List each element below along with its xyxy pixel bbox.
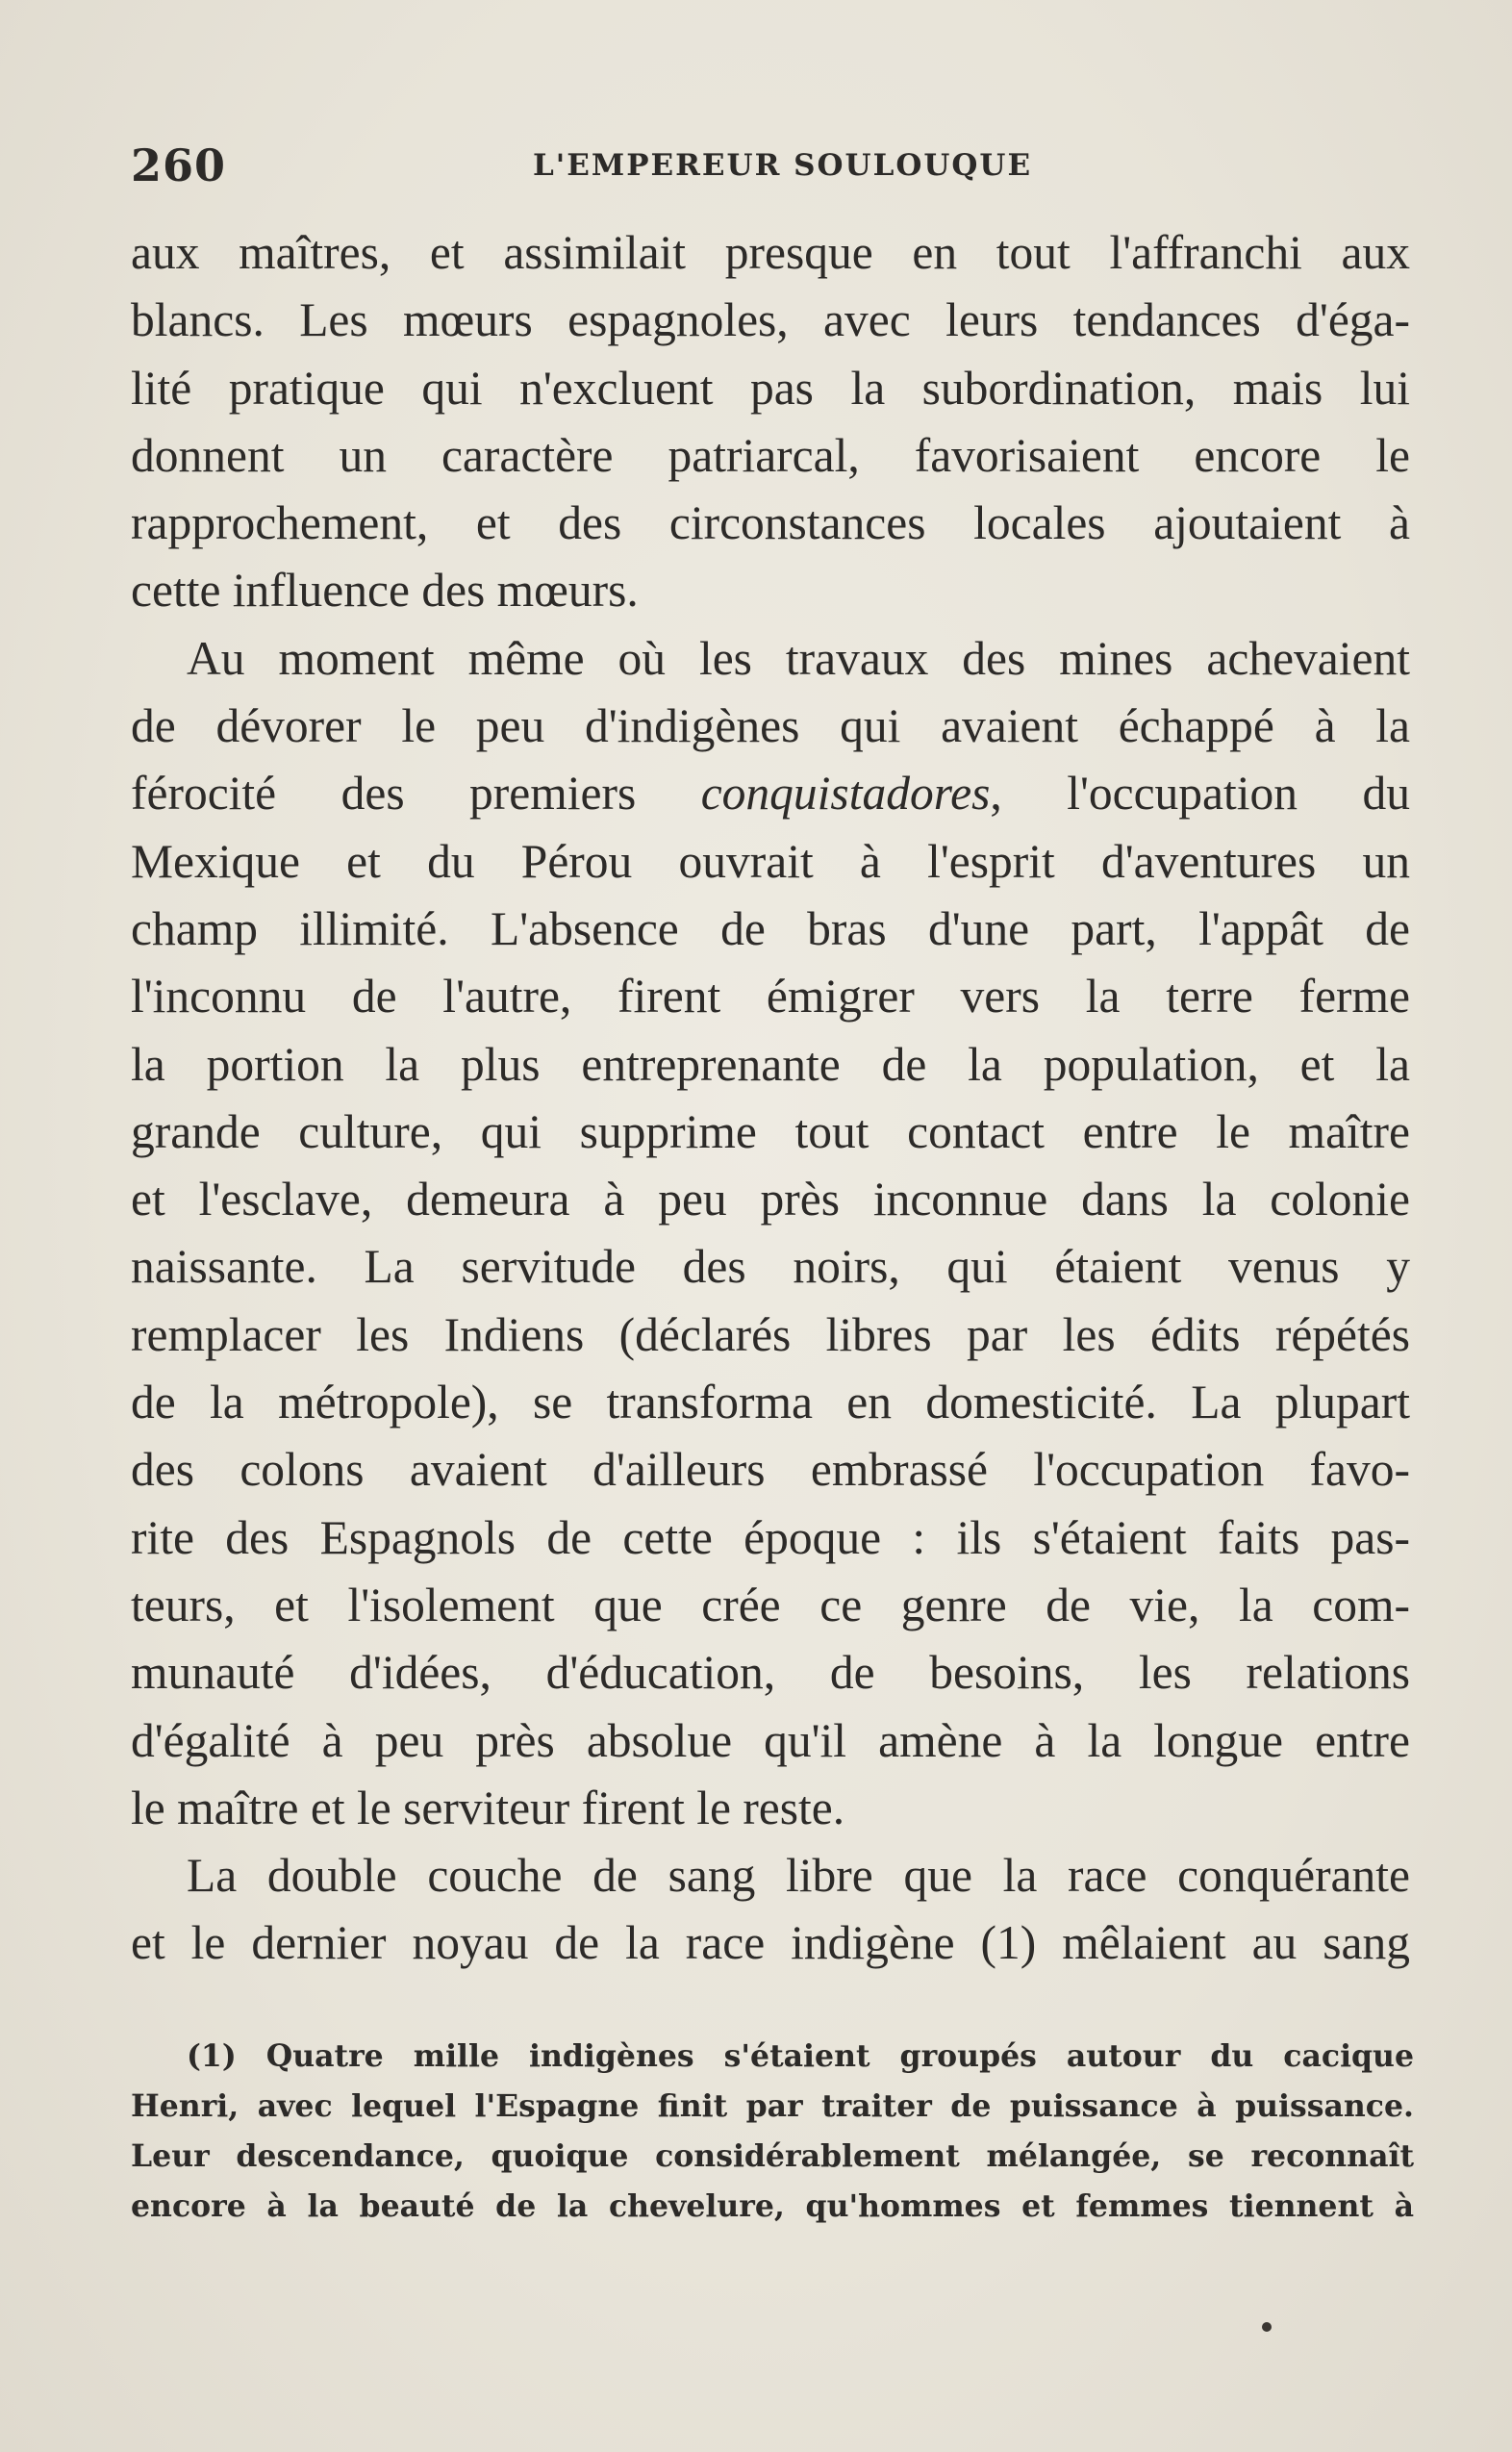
text-line: aux maîtres, et assimilait presque en tout l'affranchi aux <box>131 226 1410 279</box>
text-line: l'inconnu de l'autre, firent émigrer vers la terre ferme <box>131 970 1410 1024</box>
text-line: et le dernier noyau de la race indigène (1) mêlaient au sang <box>131 1916 1410 1970</box>
text-line: donnent un caractère patriarcal, favorisaient encore le <box>131 428 1410 482</box>
footnote-line: encore à la beauté de la chevelure, qu'hommes et femmes tiennent à <box>131 2188 1414 2224</box>
text-line: remplacer les Indiens (déclarés libres par les édits répétés <box>131 1307 1410 1361</box>
page-header <box>131 137 1410 194</box>
text-line: munauté d'idées, d'éducation, de besoins, les relations <box>131 1646 1410 1700</box>
text-line: de la métropole), se transforma en domesticité. La plupart <box>131 1376 1410 1429</box>
text-line: champ illimité. L'absence de bras d'une part, l'appât de <box>131 901 1410 955</box>
text-line: Au moment même où les travaux des mines achevaient <box>187 631 1410 685</box>
footnote-line: Henri, avec lequel l'Espagne finit par traiter de puissance à puissance. <box>131 2088 1414 2124</box>
text-line: La double couche de sang libre que la race conquérante <box>187 1849 1410 1903</box>
text-line: Mexique et du Pérou ouvrait à l'esprit d'aventures un <box>131 834 1410 888</box>
text-line: rite des Espagnols de cette époque : ils s'étaient faits pas- <box>131 1510 1410 1564</box>
text-line: blancs. Les mœurs espagnoles, avec leurs tendances d'éga- <box>131 293 1410 347</box>
text-line: cette influence des mœurs. <box>131 564 639 618</box>
text-line: lité pratique qui n'excluent pas la subordination, mais lui <box>131 361 1410 415</box>
text-line-with-italic: férocité des premiers conquistadores, l'occupation du <box>131 767 1411 821</box>
text-line: naissante. La servitude des noirs, qui étaient venus y <box>131 1240 1410 1294</box>
page-number: 260 <box>131 139 227 191</box>
text-line: la portion la plus entreprenante de la population, et la <box>131 1037 1410 1091</box>
footnote-line: (1) Quatre mille indigènes s'étaient groupés autour du cacique <box>187 2038 1414 2074</box>
running-title: L'EMPEREUR SOULOUQUE <box>533 148 1033 183</box>
text-line: grande culture, qui supprime tout contact entre le maître <box>131 1104 1410 1158</box>
ink-speck <box>1262 2322 1272 2332</box>
text-line: teurs, et l'isolement que crée ce genre de vie, la com- <box>131 1578 1410 1631</box>
footnote-line: Leur descendance, quoique considérablement mélangée, se reconnaît <box>131 2138 1414 2174</box>
text-line: d'égalité à peu près absolue qu'il amène à la longue entre <box>131 1713 1410 1767</box>
text-line: de dévorer le peu d'indigènes qui avaient échappé à la <box>131 699 1410 753</box>
body-text <box>131 219 1410 1978</box>
text-line: des colons avaient d'ailleurs embrassé l'occupation favo- <box>131 1443 1410 1497</box>
text-line: le maître et le serviteur firent le reste. <box>131 1781 845 1834</box>
text-line: et l'esclave, demeura à peu près inconnue dans la colonie <box>131 1173 1410 1226</box>
text-line: rapprochement, et des circonstances locales ajoutaient à <box>131 496 1410 550</box>
footnote <box>131 2032 1414 2232</box>
italic-term: conquistadores <box>700 767 991 821</box>
